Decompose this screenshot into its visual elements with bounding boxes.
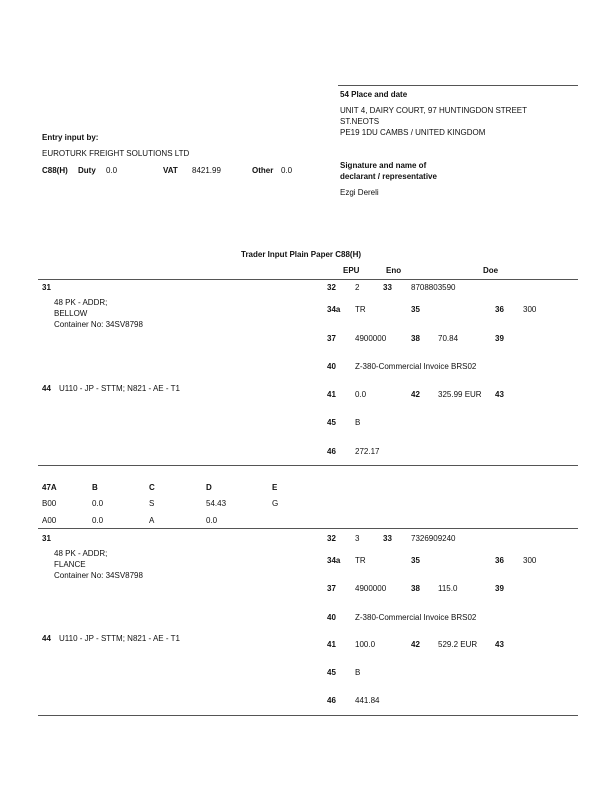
other-label: Other [252,166,274,175]
tax-header-b: B [92,483,98,492]
field-38-label: 38 [411,334,420,343]
field-42-value: 529.2 EUR [438,640,478,649]
eno-header: Eno [386,266,402,275]
field-45-label: 45 [327,418,336,427]
item-desc-line-1: 48 PK - ADDR; [54,298,108,307]
c88-label: C88(H) [42,166,68,175]
epu-header: EPU [343,266,360,275]
field-44-value: U110 - JP - STTM; N821 - AE - T1 [59,634,180,643]
field-36-value: 300 [523,556,537,565]
field-42-value: 325.99 EUR [438,390,482,399]
item-desc-line-2: FLANCE [54,560,86,569]
tax-cell: S [149,499,155,508]
field-41-value: 100.0 [355,640,376,649]
field-44-value: U110 - JP - STTM; N821 - AE - T1 [59,384,180,393]
field-32-label: 32 [327,534,336,543]
field-44-label: 44 [42,634,51,643]
item-1-divider [38,465,578,466]
field-35-label: 35 [411,305,420,314]
field-41-label: 41 [327,390,336,399]
field-33-value: 8708803590 [411,283,456,292]
address-line-1: UNIT 4, DAIRY COURT, 97 HUNTINGDON STREET [340,106,527,115]
field-46-value: 441.84 [355,696,380,705]
field-46-label: 46 [327,447,336,456]
field-41-value: 0.0 [355,390,367,399]
tax-header-47a: 47A [42,483,57,492]
vat-label: VAT [163,166,178,175]
field-33-value: 7326909240 [411,534,456,543]
field-43-label: 43 [495,640,504,649]
bottom-divider [38,715,578,716]
other-value: 0.0 [281,166,293,175]
vat-value: 8421.99 [192,166,221,175]
field-43-label: 43 [495,390,504,399]
field-37-label: 37 [327,334,336,343]
field-42-label: 42 [411,390,420,399]
field-38-label: 38 [411,584,420,593]
tax-cell: 0.0 [206,516,218,525]
tax-cell: 54.43 [206,499,227,508]
tax-header-d: D [206,483,212,492]
field-39-label: 39 [495,584,504,593]
place-date-label: 54 Place and date [340,90,408,99]
duty-label: Duty [78,166,96,175]
field-40-value: Z-380-Commercial Invoice BRS02 [355,362,477,371]
field-44-label: 44 [42,384,51,393]
field-42-label: 42 [411,640,420,649]
tax-cell: B00 [42,499,57,508]
field-34a-label: 34a [327,556,341,565]
field-45-value: B [355,418,361,427]
field-34a-value: TR [355,305,366,314]
field-40-label: 40 [327,362,336,371]
entry-company: EUROTURK FREIGHT SOLUTIONS LTD [42,149,190,158]
container-number: Container No: 34SV8798 [54,571,143,580]
field-36-label: 36 [495,305,504,314]
item-desc-line-2: BELLOW [54,309,88,318]
tax-cell: A [149,516,155,525]
field-34a-label: 34a [327,305,341,314]
field-41-label: 41 [327,640,336,649]
field-45-value: B [355,668,361,677]
tax-cell: G [272,499,279,508]
field-37-label: 37 [327,584,336,593]
tax-table-divider [38,528,578,529]
address-line-2: ST.NEOTS [340,117,380,126]
doe-header: Doe [483,266,499,275]
field-35-label: 35 [411,556,420,565]
tax-cell: A00 [42,516,57,525]
tax-cell: 0.0 [92,516,104,525]
entry-input-label: Entry input by: [42,133,99,142]
field-32-value: 2 [355,283,360,292]
container-number: Container No: 34SV8798 [54,320,143,329]
signature-name: Ezgi Dereli [340,188,379,197]
field-33-label: 33 [383,283,392,292]
item-desc-line-1: 48 PK - ADDR; [54,549,108,558]
page-title: Trader Input Plain Paper C88(H) [241,250,362,259]
field-40-label: 40 [327,613,336,622]
field-31: 31 [42,283,51,292]
field-36-value: 300 [523,305,537,314]
field-32-value: 3 [355,534,360,543]
signature-label-1: Signature and name of [340,161,427,170]
duty-value: 0.0 [106,166,118,175]
field-37-value: 4900000 [355,584,387,593]
signature-label-2: declarant / representative [340,172,437,181]
tax-cell: 0.0 [92,499,104,508]
field-38-value: 70.84 [438,334,459,343]
header-divider [38,279,578,280]
field-40-value: Z-380-Commercial Invoice BRS02 [355,613,477,622]
tax-header-c: C [149,483,155,492]
field-45-label: 45 [327,668,336,677]
field-46-label: 46 [327,696,336,705]
field-39-label: 39 [495,334,504,343]
tax-header-e: E [272,483,278,492]
field-33-label: 33 [383,534,392,543]
address-line-3: PE19 1DU CAMBS / UNITED KINGDOM [340,128,486,137]
field-36-label: 36 [495,556,504,565]
field-38-value: 115.0 [438,584,458,593]
field-32-label: 32 [327,283,336,292]
top-divider [338,85,578,86]
field-31: 31 [42,534,51,543]
field-37-value: 4900000 [355,334,387,343]
field-46-value: 272.17 [355,447,380,456]
field-34a-value: TR [355,556,366,565]
